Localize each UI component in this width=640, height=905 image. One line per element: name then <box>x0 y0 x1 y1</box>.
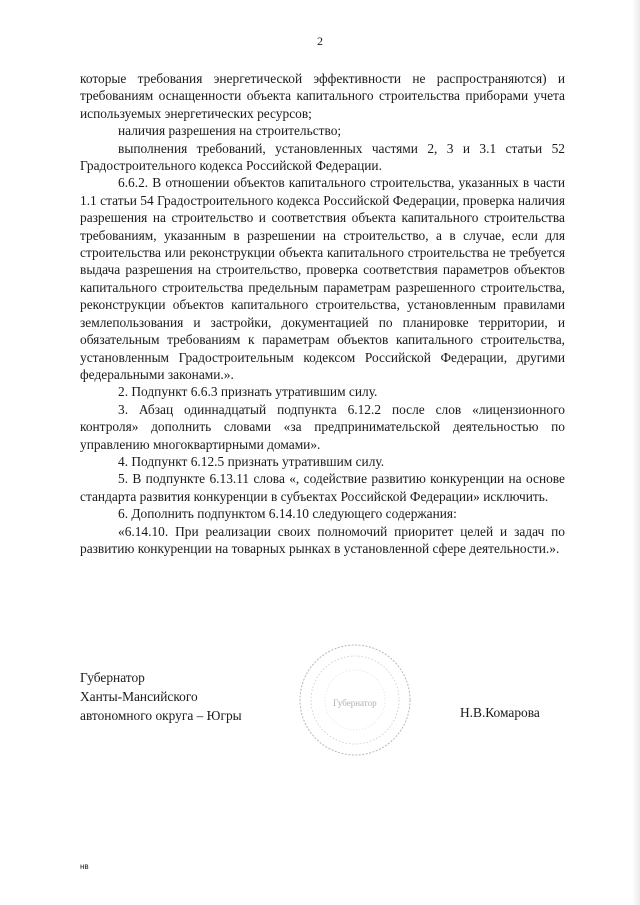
paragraph-6-6-2: 6.6.2. В отношении объектов капитального строительства, указанных в части 1.1 статьи 54 Градостроительного кодекса Российской Федерации, проверка наличия разрешения на строительство и соответствия объекта капитального строительства требованиям, указанным в разрешении на строительство, а в случае, если для строительства или реконструкции объекта капитального строительства не требуется выдача разрешения на строительство, проверка соответствия параметров объектов капитального строительства предельным параметрам разрешенного строительства, реконструкции объектов капитального строительства, установленным правилами землепользования и застройки, документацией по планировке территории, и обязательным требованиям к параметрам объектов капитального строительства, установленным Градостроительным кодексом Российской Федерации, другими федеральными законами.». <box>80 175 565 382</box>
page-number: 2 <box>317 34 323 48</box>
paragraph-6-14-10: «6.14.10. При реализации своих полномочий приоритет целей и задач по развитию конкуренции на товарных рынках в установленной сфере деятельности.». <box>80 523 565 556</box>
paragraph-item-3: 3. Абзац одиннадцатый подпункта 6.12.2 после слов «лицензионного контроля» дополнить словами «за предпринимательской деятельностью по управлению многоквартирными домами». <box>80 401 565 452</box>
paragraph-item-4: 4. Подпункт 6.12.5 признать утратившим силу. <box>118 453 385 469</box>
paragraph-item-2: 2. Подпункт 6.6.3 признать утратившим силу. <box>118 384 378 400</box>
signatory-title-line: Ханты-Мансийского <box>80 689 198 704</box>
document-body <box>80 70 565 557</box>
footer-initials: нв <box>80 862 89 871</box>
page-edge-shadow <box>632 0 640 905</box>
signatory-title-line: Губернатор <box>80 670 145 685</box>
signatory-title <box>80 668 320 725</box>
paragraph-item-5: 5. В подпункте 6.13.11 слова «, содействие развитию конкуренции на основе стандарта развития конкуренции в субъектах Российской Федерации» исключить. <box>80 471 565 504</box>
paragraph-continuation: которые требования энергетической эффективности не распространяются) и требованиям оснащенности объекта капитального строительства приборами учета используемых энергетических ресурсов; <box>80 71 565 121</box>
signatory-name: Н.В.Комарова <box>460 705 540 720</box>
signatory-title-line: автономного округа – Югры <box>80 708 242 723</box>
official-seal <box>295 640 415 760</box>
paragraph-requirements: выполнения требований, установленных частями 2, 3 и 3.1 статьи 52 Градостроительного кодекса Российской Федерации. <box>80 140 565 174</box>
paragraph-permit: наличия разрешения на строительство; <box>118 123 342 139</box>
seal-text: Губернатор <box>333 698 377 708</box>
paragraph-item-6: 6. Дополнить подпунктом 6.14.10 следующего содержания: <box>118 506 457 522</box>
